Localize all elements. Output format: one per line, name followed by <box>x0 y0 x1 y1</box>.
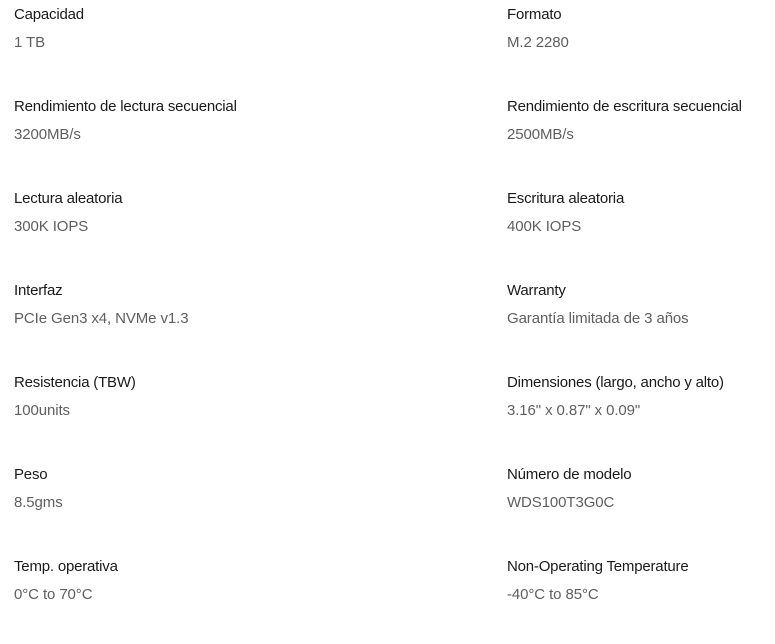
spec-item-model-number <box>507 460 631 513</box>
spec-item-operating-temperature <box>14 552 118 605</box>
spec-value: 3200MB/s <box>14 126 81 143</box>
spec-row <box>0 368 775 460</box>
spec-item-non-operating-temperature <box>507 552 689 605</box>
spec-value: 0°C to 70°C <box>14 586 93 603</box>
spec-value: 1 TB <box>14 34 46 51</box>
spec-item-sequential-write <box>507 92 742 145</box>
spec-label: Warranty <box>507 282 566 299</box>
spec-label: Dimensiones (largo, ancho y alto) <box>507 374 724 391</box>
spec-label: Non-Operating Temperature <box>507 558 689 575</box>
spec-item-capacity <box>14 0 84 53</box>
spec-value: 100units <box>14 402 70 419</box>
spec-value: 8.5gms <box>14 494 63 511</box>
spec-row <box>0 0 775 92</box>
spec-value: WDS100T3G0C <box>507 494 615 511</box>
spec-label: Rendimiento de escritura secuencial <box>507 98 742 115</box>
spec-item-random-write <box>507 184 624 237</box>
spec-row <box>0 552 775 644</box>
spec-label: Resistencia (TBW) <box>14 374 136 391</box>
spec-value: Garantía limitada de 3 años <box>507 310 689 327</box>
spec-value: 2500MB/s <box>507 126 574 143</box>
spec-label: Lectura aleatoria <box>14 190 123 207</box>
spec-label: Número de modelo <box>507 466 632 483</box>
spec-value: M.2 2280 <box>507 34 569 51</box>
spec-label: Rendimiento de lectura secuencial <box>14 98 237 115</box>
spec-label: Interfaz <box>14 282 63 299</box>
spec-value: 3.16" x 0.87" x 0.09" <box>507 402 641 419</box>
spec-item-warranty <box>507 276 689 329</box>
spec-label: Peso <box>14 466 48 483</box>
spec-item-weight <box>14 460 63 513</box>
spec-label: Temp. operativa <box>14 558 118 575</box>
spec-row <box>0 460 775 552</box>
spec-row <box>0 92 775 184</box>
spec-item-interface <box>14 276 188 329</box>
spec-label: Capacidad <box>14 6 84 23</box>
spec-label: Escritura aleatoria <box>507 190 625 207</box>
spec-item-dimensions <box>507 368 724 421</box>
spec-item-endurance <box>14 368 136 421</box>
spec-value: -40°C to 85°C <box>507 586 599 603</box>
spec-item-random-read <box>14 184 122 237</box>
spec-row <box>0 276 775 368</box>
spec-value: 300K IOPS <box>14 218 89 235</box>
spec-value: PCIe Gen3 x4, NVMe v1.3 <box>14 310 189 327</box>
spec-row <box>0 184 775 276</box>
spec-label: Formato <box>507 6 562 23</box>
spec-item-sequential-read <box>14 92 237 145</box>
spec-item-form-factor <box>507 0 569 53</box>
spec-value: 400K IOPS <box>507 218 582 235</box>
